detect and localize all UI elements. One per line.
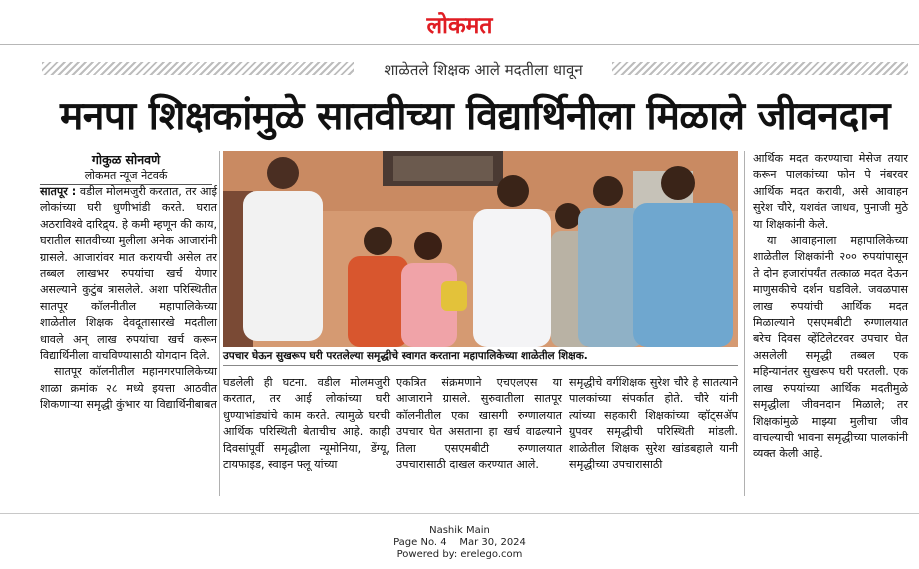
- footer-divider: [0, 513, 919, 514]
- news-agency: लोकमत न्यूज नेटवर्क: [84, 169, 168, 182]
- author-name: गोकुळ सोनवणे: [91, 152, 161, 167]
- column-1-paragraph-2: सातपूर कॉलनीतील महानगरपालिकेच्या शाळा क्रमांक २८ मध्ये इयत्ता आठवीत शिकणाऱ्या समृद्धी कुंभार या विद्यार्थिनीबाबत: [40, 365, 217, 412]
- article-photo: [223, 151, 738, 347]
- teachers-welcoming-student-photo: [223, 151, 738, 347]
- column-1-paragraph-1: वडील मोलमजुरी करतात, तर आई लोकांच्या घरी धुणीभांडी करते. घरात अठराविश्वे दारिद्र्य. हे कमी म्हणून की काय, घरातील सातवीच्या मुलीला अनेक आजारांनी ग्रासले. आजारांवर मात करायची असेल तर तब्बल लाखभर रुपयांचा खर्च येणार असल्याने कुटुंब त्रासलेले. अशा परिस्थितीत सातपूर कॉलनीतील महापालिकेच्या शाळेतील शिक्षक देवदूतासारखे मदतीला धावले अन् लाख रुपयांचा खर्च करून विद्यार्थिनीला वाचविण्यासाठी योगदान दिले.: [40, 185, 218, 363]
- photo-caption: उपचार घेऊन सुखरूप घरी परतलेल्या समृद्धीचे स्वागत करताना महापालिकेच्या शाळेतील शिक्षक.: [223, 349, 738, 366]
- dateline: सातपूर :: [40, 185, 77, 198]
- column-4-text: समृद्धीचे वर्गशिक्षक सुरेश चौरे हे सातत्याने पालकांच्या संपर्कात होते. चौरे यांनी त्यांच्या सहकारी शिक्षकांच्या व्हॉट्सॲप ग्रुपवर समृद्धीची परिस्थिती मांडली. शाळेतील शिक्षक सुरेश खांडबहाले यानी समृद्धीच्या उपचारासाठी: [569, 376, 738, 472]
- page-number: Page No. 4: [393, 537, 447, 548]
- column-2-text: घडलेली ही घटना. वडील मोलमजुरी करतात, तर आई लोकांच्या घरी धुण्याभांड्यांचे काम करते. त्यामुळे घरची आर्थिक परिस्थिती बेताचीच आहे. काही दिवसांपूर्वी समृद्धीला न्यूमोनिया, डेंग्यू, टायफाइड, स्वाइन फ्लू यांच्या: [223, 376, 390, 472]
- column-divider-left: [219, 151, 220, 496]
- column-3-text: एकत्रित संक्रमणाने एचएलएस या आजाराने ग्रासले. सुरुवातीला सातपूर कॉलनीतील एका खासगी रुग्णालयात उपचार घेत असताना हा खर्च वाढल्याने तिला एसएमबीटी रुग्णालयात उपचारासाठी दाखल करण्यात आले.: [396, 376, 562, 472]
- edition-name: Nashik Main: [429, 525, 490, 536]
- column-5-paragraph-2: या आवाहनाला महापालिकेच्या शाळेतील शिक्षकांनी २०० रुपयांपासून ते दोन हजारांपर्यंत तत्काळ मदत देऊन माणुसकीचे दर्शन घडविले. जवळपास लाख रुपयांची आर्थिक मदत मिळाल्याने एसएमबीटी रुग्णालयात बरेच दिवस व्हेंटिलेटरवर उपचार घेत असलेली समृद्धी तब्बल एक महिन्यानंतर सुखरूप घरी परतली. एक लाख रुपयांच्या आर्थिक मदतीमुळे समृद्धीला जीवनदान मिळाले; तर शिक्षकांमुळे माझ्या मुलीचा जीव वाचल्याची भावना समृद्धीच्या पालकांनी व्यक्त केली आहे.: [753, 234, 908, 461]
- article-column-5: [753, 151, 908, 463]
- page-footer: [0, 525, 919, 561]
- masthead: [0, 0, 919, 44]
- article-kicker: शाळेतले शिक्षक आले मदतीला धावून: [384, 61, 583, 79]
- article-headline: मनपा शिक्षकांमुळे सातवीच्या विद्यार्थिनीला मिळाले जीवनदान: [59, 94, 891, 139]
- article-column-2: [223, 375, 390, 473]
- article-column-3: [396, 375, 562, 473]
- powered-by: Powered by: erelego.com: [396, 549, 523, 560]
- publication-date: Mar 30, 2024: [459, 537, 526, 548]
- article-column-1: [40, 184, 217, 414]
- article-column-4: [569, 375, 738, 473]
- kicker-hatch-right: [612, 62, 908, 75]
- masthead-divider: [0, 44, 919, 45]
- newspaper-logo: लोकमत: [426, 12, 493, 39]
- kicker-hatch-left: [42, 62, 354, 75]
- column-5-paragraph-1: आर्थिक मदत करण्याचा मेसेज तयार करून पालकांच्या फोन पे नंबरवर आर्थिक मदत करावी, असे आवाहन सुरेश चौरे, यशवंत जाधव, पुनाजी मुठे या शिक्षकांनी केले.: [753, 152, 908, 231]
- column-divider-right: [744, 151, 745, 496]
